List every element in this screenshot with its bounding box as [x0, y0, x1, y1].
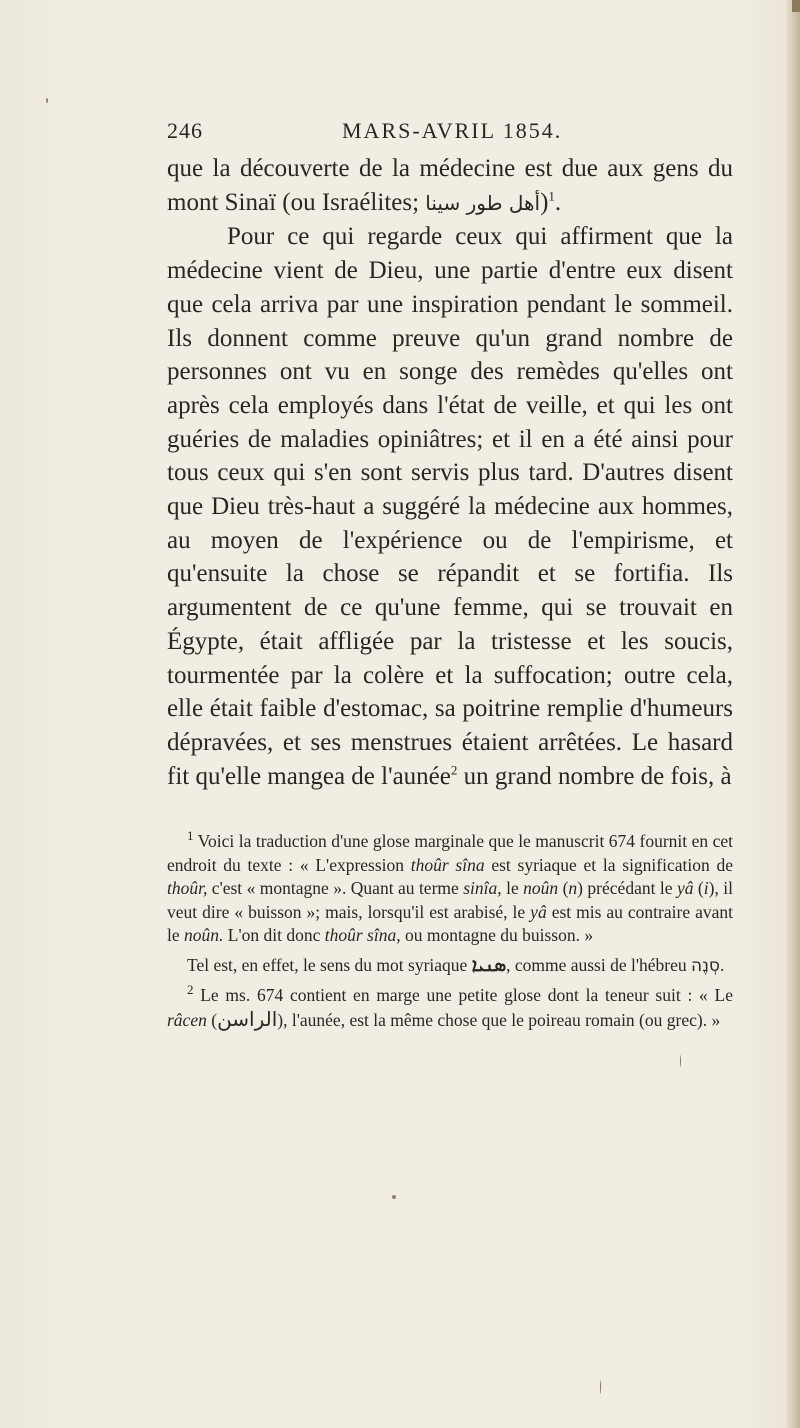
- syriac-word: ܣܢܝܐ: [471, 954, 507, 976]
- arabic-word: الراسن: [217, 1006, 278, 1031]
- footnote-2-marker: 2: [187, 982, 194, 998]
- footnote-ref-1[interactable]: 1: [548, 188, 555, 204]
- footnote-2: $^2$ Le ms. 674 contient en marge une petite glose dont la teneur suit : « Le râcen (الراسن), l'aunée, est la même chose que le poireau romain (ou grec). »: [167, 982, 733, 1031]
- footnote-ref-2[interactable]: 2: [450, 762, 458, 778]
- hebrew-word: סְנֶה: [690, 955, 720, 976]
- footnote-1-marker: 1: [187, 828, 194, 844]
- footnote-1: $^1$ Voici la traduction d'une glose marginale que le manuscrit 674 fournit en cet endroit du texte : « L'expression thoûr sîna est syriaque et la signification de thoûr, c'est « montagne ». Quant au terme sinîa, le noûn (n) précédant le yâ (i), il veut dire « buisson »; mais, lorsqu'il est arabisé, le yâ est mis au contraire avant le noûn. L'on dit donc thoûr sîna, ou montagne du buisson. »: [167, 828, 733, 945]
- footnote-1-continuation: Tel est, en effet, le sens du mot syriaque ܣܢܝܐ, comme aussi de l'hébreu סְנֶה.: [187, 954, 725, 976]
- paper-speck: [680, 1055, 681, 1067]
- footnotes: [167, 830, 733, 1032]
- paragraph-1: que la découverte de la médecine est due aux gens du mont Sinaï (ou Israélites; أهل طور سينا)$^1$.: [167, 155, 733, 216]
- page-edge: [786, 0, 800, 1428]
- page-edge-mark: [792, 0, 800, 12]
- main-text: [167, 152, 733, 793]
- page-number: 246: [167, 118, 203, 143]
- arabic-phrase: أهل طور سينا: [425, 190, 541, 215]
- paper-speck: [600, 1380, 601, 1394]
- header-title: MARS-AVRIL 1854.: [342, 118, 563, 143]
- paper-speck: [392, 1195, 396, 1199]
- paragraph-2: Pour ce qui regarde ceux qui affirment que la médecine vient de Dieu, une partie d'entre eux disent que cela arriva par une inspiration pendant le sommeil. Ils donnent comme preuve qu'un grand nombre de personnes ont vu en songe des remèdes qu'elles ont après cela employés dans l'état de veille, et qui les ont guéries de maladies opiniâtres; et il en a été ainsi pour tous ceux qui s'en sont servis plus tard. D'autres disent que Dieu très-haut a suggéré la médecine aux hommes, au moyen de l'expérience ou de l'empirisme, et qu'ensuite la chose se répandit et se fortifia. Ils argumentent de ce qu'une femme, qui se trouvait en Égypte, était affligée par la tristesse et les soucis, tourmentée par la colère et la suffocation; outre cela, elle était faible d'estomac, sa poitrine remplie d'humeurs dépravées, et ses menstrues étaient arrêtées. Le hasard fit qu'elle mangea de l'aunée$^2$ un grand nombre de fois, à: [167, 223, 733, 790]
- paper-speck: [46, 98, 48, 103]
- running-head: [167, 118, 733, 150]
